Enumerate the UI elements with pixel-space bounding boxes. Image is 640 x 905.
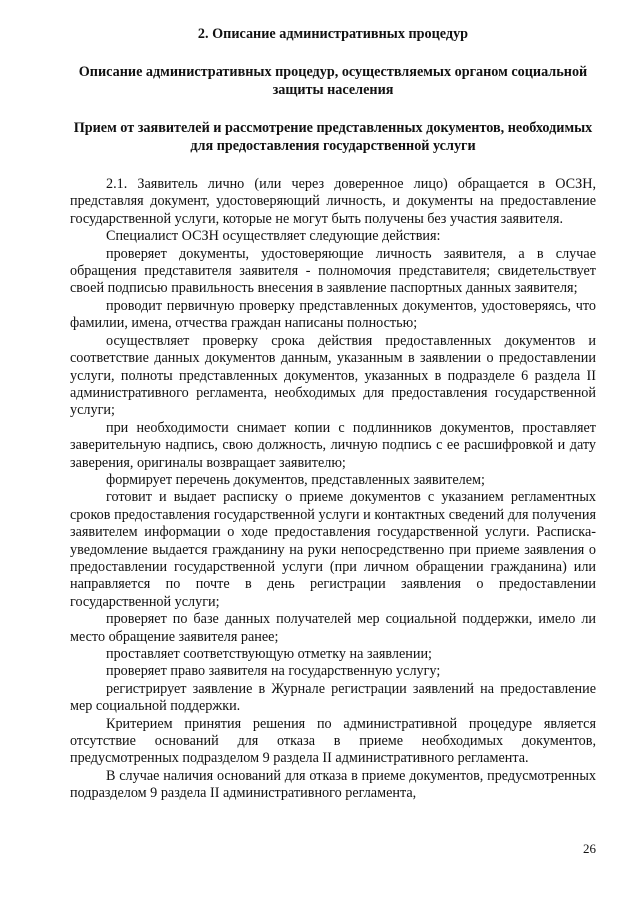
subsection-heading: Описание административных процедур, осуществляемых органом социальной защиты населения: [78, 64, 588, 98]
page-number: 26: [583, 841, 596, 856]
paragraph: проверяет право заявителя на государственную услугу;: [106, 663, 441, 680]
paragraph: Специалист ОСЗН осуществляет следующие действия:: [106, 228, 441, 245]
paragraph: формирует перечень документов, представленных заявителем;: [106, 471, 485, 488]
paragraph: 2.1. Заявитель лично (или через доверенное лицо) обращается в ОСЗН, представляя документ, удостоверяющий личность, и документы на предоставление государственной услуги, которые не могут быть получены без участия заявителя.: [70, 176, 596, 227]
paragraph: проводит первичную проверку представленных документов, удостоверяясь, что фамилии, имена, отчества граждан написаны полностью;: [70, 297, 596, 332]
paragraph: при необходимости снимает копии с подлинников документов, проставляет заверительную надпись, свою должность, личную подпись с ее расшифровкой и дату заверения, оригиналы возвращает заявителю;: [70, 419, 596, 471]
section-heading: 2. Описание административных процедур: [197, 26, 469, 42]
paragraph: проверяет по базе данных получателей мер социальной поддержки, имело ли место обращение заявителя ранее;: [70, 611, 596, 645]
body-text: [70, 176, 596, 803]
paragraph: регистрирует заявление в Журнале регистрации заявлений на предоставление мер социальной поддержки.: [70, 680, 596, 715]
procedure-heading: Прием от заявителей и рассмотрение представленных документов, необходимых для предоставления государственной услуги: [73, 120, 593, 154]
paragraph: Критерием принятия решения по административной процедуре является отсутствие оснований для отказа в приеме необходимых документов, предусмотренных подразделом 9 раздела II административного регламента.: [70, 715, 596, 767]
paragraph: готовит и выдает расписку о приеме документов с указанием регламентных сроков предоставления государственной услуги и контактных сведений для получения заявителем информации о ходе предоставления государственной услуги. Расписка-уведомление выдается гражданину на руки непосредственно при приеме заявления о предоставлении государственной услуги (при личном обращении гражданина) или направляется по почте в день регистрации заявления о предоставлении государственной услуги;: [70, 489, 596, 610]
paragraph: В случае наличия оснований для отказа в приеме документов, предусмотренных подразделом 9 раздела II административного регламента,: [70, 767, 596, 802]
paragraph: проверяет документы, удостоверяющие личность заявителя, а в случае обращения представителя заявителя - полномочия представителя; свидетельствует своей подписью правильность внесения в заявление паспортных данных заявителя;: [70, 245, 596, 297]
paragraph: осуществляет проверку срока действия предоставленных документов и соответствие данных документов данным, указанным в заявлении о предоставлении услуги, полноты представленных документов, указанных в подразделе 6 раздела II административного регламента, необходимых для предоставления государственной услуги;: [70, 332, 596, 419]
paragraph: проставляет соответствующую отметку на заявлении;: [106, 646, 432, 662]
